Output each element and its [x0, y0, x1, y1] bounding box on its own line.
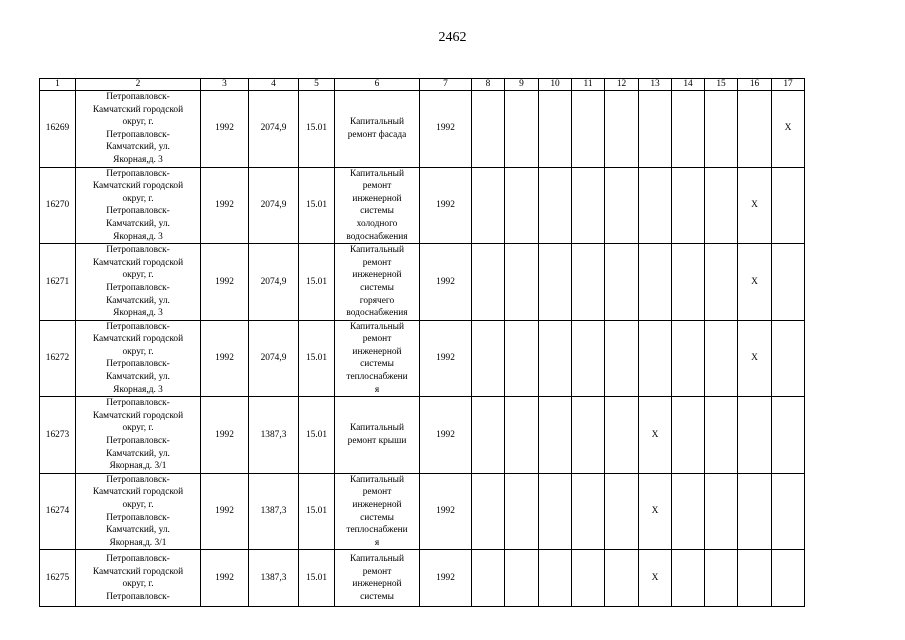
empty-cell — [705, 397, 738, 474]
empty-cell — [572, 167, 605, 244]
empty-cell — [672, 473, 705, 550]
empty-cell — [772, 244, 805, 321]
column-header-12: 12 — [605, 79, 639, 91]
area-cell: 2074,9 — [249, 91, 299, 168]
mark-cell: Х — [772, 91, 805, 168]
empty-cell — [772, 473, 805, 550]
empty-cell — [572, 473, 605, 550]
empty-cell — [572, 320, 605, 397]
work-type-cell: Капитальный ремонт инженерной системы — [335, 550, 420, 607]
year2-cell: 1992 — [420, 550, 472, 607]
empty-cell — [639, 244, 672, 321]
empty-cell — [572, 550, 605, 607]
code-cell: 15.01 — [299, 320, 335, 397]
column-header-4: 4 — [249, 79, 299, 91]
empty-cell — [705, 91, 738, 168]
column-header-16: 16 — [738, 79, 772, 91]
empty-cell — [605, 91, 639, 168]
empty-cell — [672, 91, 705, 168]
year2-cell: 1992 — [420, 320, 472, 397]
column-header-10: 10 — [539, 79, 572, 91]
page-number: 2462 — [438, 30, 467, 45]
empty-cell — [472, 91, 505, 168]
column-header-2: 2 — [76, 79, 201, 91]
address-cell: Петропавловск- Камчатский городской округ, г. Петропавловск- — [76, 550, 201, 607]
column-header-15: 15 — [705, 79, 738, 91]
table-row — [40, 167, 805, 244]
empty-cell — [639, 320, 672, 397]
empty-cell — [472, 167, 505, 244]
year-cell: 1992 — [201, 167, 249, 244]
empty-cell — [705, 550, 738, 607]
address-cell: Петропавловск- Камчатский городской округ, г. Петропавловск- Камчатский, ул. Якорная,д. 3 — [76, 167, 201, 244]
table-row — [40, 550, 805, 607]
empty-cell — [539, 167, 572, 244]
empty-cell — [672, 167, 705, 244]
mark-cell: Х — [738, 320, 772, 397]
empty-cell — [738, 473, 772, 550]
empty-cell — [605, 320, 639, 397]
empty-cell — [505, 167, 539, 244]
work-type-cell: Капитальный ремонт инженерной системы горячего водоснабжения — [335, 244, 420, 321]
empty-cell — [672, 320, 705, 397]
table-row — [40, 397, 805, 474]
year-cell: 1992 — [201, 550, 249, 607]
address-cell: Петропавловск- Камчатский городской округ, г. Петропавловск- Камчатский, ул. Якорная,д. 3 — [76, 244, 201, 321]
area-cell: 1387,3 — [249, 397, 299, 474]
row-id-cell: 16275 — [40, 550, 76, 607]
empty-cell — [539, 397, 572, 474]
empty-cell — [605, 167, 639, 244]
code-cell: 15.01 — [299, 167, 335, 244]
empty-cell — [572, 91, 605, 168]
empty-cell — [539, 550, 572, 607]
empty-cell — [772, 320, 805, 397]
header-row — [40, 79, 805, 91]
empty-cell — [672, 397, 705, 474]
work-type-cell: Капитальный ремонт фасада — [335, 91, 420, 168]
empty-cell — [672, 244, 705, 321]
year-cell: 1992 — [201, 397, 249, 474]
work-type-cell: Капитальный ремонт крыши — [335, 397, 420, 474]
column-header-3: 3 — [201, 79, 249, 91]
code-cell: 15.01 — [299, 550, 335, 607]
year-cell: 1992 — [201, 244, 249, 321]
row-id-cell: 16272 — [40, 320, 76, 397]
empty-cell — [738, 397, 772, 474]
empty-cell — [705, 473, 738, 550]
row-id-cell: 16270 — [40, 167, 76, 244]
code-cell: 15.01 — [299, 91, 335, 168]
empty-cell — [472, 473, 505, 550]
empty-cell — [705, 244, 738, 321]
column-header-7: 7 — [420, 79, 472, 91]
column-header-17: 17 — [772, 79, 805, 91]
code-cell: 15.01 — [299, 397, 335, 474]
empty-cell — [772, 550, 805, 607]
empty-cell — [605, 473, 639, 550]
row-id-cell: 16271 — [40, 244, 76, 321]
empty-cell — [505, 244, 539, 321]
empty-cell — [472, 320, 505, 397]
mark-cell: Х — [639, 397, 672, 474]
empty-cell — [539, 244, 572, 321]
column-header-13: 13 — [639, 79, 672, 91]
year2-cell: 1992 — [420, 397, 472, 474]
column-header-8: 8 — [472, 79, 505, 91]
year2-cell: 1992 — [420, 91, 472, 168]
empty-cell — [705, 167, 738, 244]
empty-cell — [672, 550, 705, 607]
empty-cell — [605, 550, 639, 607]
empty-cell — [639, 91, 672, 168]
column-header-11: 11 — [572, 79, 605, 91]
empty-cell — [738, 91, 772, 168]
table-header — [40, 79, 805, 91]
address-cell: Петропавловск- Камчатский городской округ, г. Петропавловск- Камчатский, ул. Якорная,д. 3 — [76, 91, 201, 168]
work-type-cell: Капитальный ремонт инженерной системы холодного водоснабжения — [335, 167, 420, 244]
table-body — [40, 91, 805, 607]
column-header-6: 6 — [335, 79, 420, 91]
row-id-cell: 16273 — [40, 397, 76, 474]
year2-cell: 1992 — [420, 167, 472, 244]
empty-cell — [539, 91, 572, 168]
area-cell: 1387,3 — [249, 550, 299, 607]
area-cell: 2074,9 — [249, 320, 299, 397]
code-cell: 15.01 — [299, 244, 335, 321]
column-header-14: 14 — [672, 79, 705, 91]
empty-cell — [472, 244, 505, 321]
empty-cell — [472, 550, 505, 607]
code-cell: 15.01 — [299, 473, 335, 550]
empty-cell — [505, 91, 539, 168]
row-id-cell: 16269 — [40, 91, 76, 168]
column-header-9: 9 — [505, 79, 539, 91]
area-cell: 2074,9 — [249, 244, 299, 321]
empty-cell — [738, 550, 772, 607]
year-cell: 1992 — [201, 91, 249, 168]
empty-cell — [539, 473, 572, 550]
empty-cell — [505, 550, 539, 607]
empty-cell — [772, 167, 805, 244]
empty-cell — [505, 320, 539, 397]
empty-cell — [772, 397, 805, 474]
table-row — [40, 244, 805, 321]
table-row — [40, 473, 805, 550]
year-cell: 1992 — [201, 320, 249, 397]
table-row — [40, 91, 805, 168]
empty-cell — [505, 397, 539, 474]
address-cell: Петропавловск- Камчатский городской округ, г. Петропавловск- Камчатский, ул. Якорная,д. 3/1 — [76, 397, 201, 474]
year-cell: 1992 — [201, 473, 249, 550]
mark-cell: Х — [738, 244, 772, 321]
empty-cell — [539, 320, 572, 397]
table-row — [40, 320, 805, 397]
address-cell: Петропавловск- Камчатский городской округ, г. Петропавловск- Камчатский, ул. Якорная,д. 3/1 — [76, 473, 201, 550]
row-id-cell: 16274 — [40, 473, 76, 550]
column-header-5: 5 — [299, 79, 335, 91]
empty-cell — [705, 320, 738, 397]
empty-cell — [605, 244, 639, 321]
mark-cell: Х — [738, 167, 772, 244]
mark-cell: Х — [639, 473, 672, 550]
column-header-1: 1 — [40, 79, 76, 91]
empty-cell — [639, 167, 672, 244]
year2-cell: 1992 — [420, 244, 472, 321]
empty-cell — [505, 473, 539, 550]
registry-table — [39, 78, 805, 607]
address-cell: Петропавловск- Камчатский городской округ, г. Петропавловск- Камчатский, ул. Якорная,д. 3 — [76, 320, 201, 397]
area-cell: 2074,9 — [249, 167, 299, 244]
year2-cell: 1992 — [420, 473, 472, 550]
work-type-cell: Капитальный ремонт инженерной системы теплоснабжени я — [335, 473, 420, 550]
empty-cell — [605, 397, 639, 474]
work-type-cell: Капитальный ремонт инженерной системы теплоснабжени я — [335, 320, 420, 397]
empty-cell — [572, 397, 605, 474]
empty-cell — [572, 244, 605, 321]
area-cell: 1387,3 — [249, 473, 299, 550]
mark-cell: Х — [639, 550, 672, 607]
empty-cell — [472, 397, 505, 474]
